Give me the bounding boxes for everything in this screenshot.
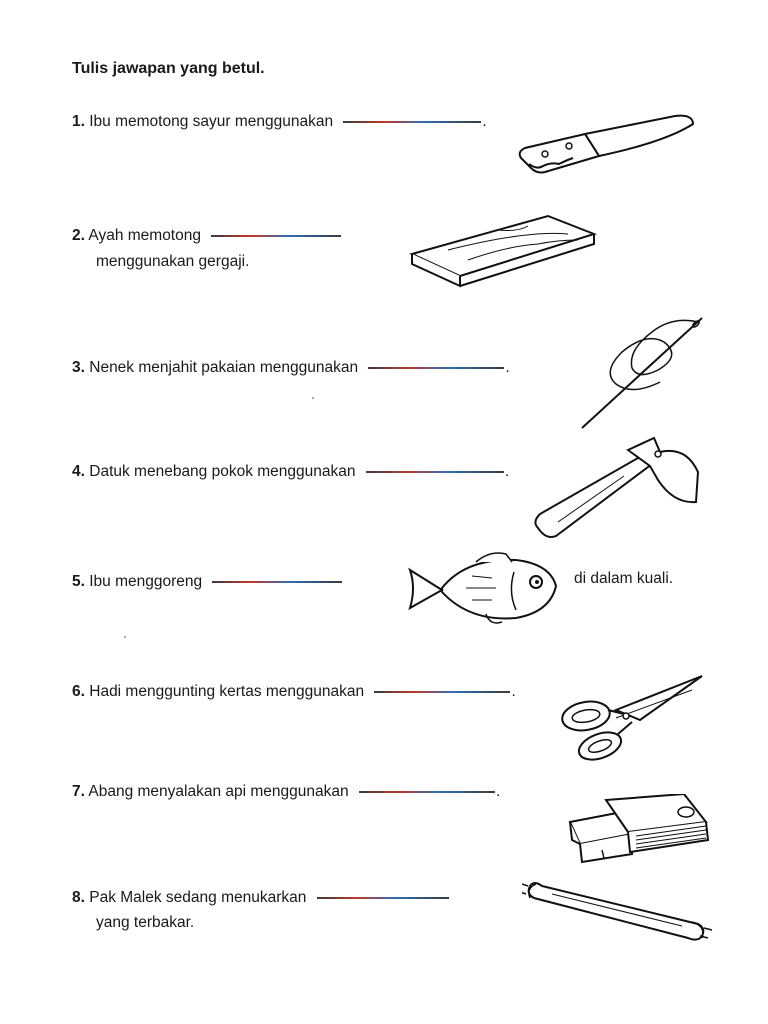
question-text: Ibu menggoreng	[89, 573, 203, 590]
answer-blank[interactable]	[212, 581, 342, 583]
question-text: Hadi menggunting kertas menggunakan	[89, 683, 365, 700]
answer-blank[interactable]	[374, 691, 510, 693]
question-text: Ayah memotong	[88, 227, 201, 244]
fish-icon	[406, 548, 566, 630]
question-text: Nenek menjahit pakaian menggunakan	[89, 359, 359, 376]
answer-blank[interactable]	[366, 471, 504, 473]
needle-thread-icon	[572, 312, 712, 432]
worksheet-title: Tulis jawapan yang betul.	[72, 60, 265, 77]
question-text: Abang menyalakan api menggunakan	[88, 783, 349, 800]
question-end: .	[505, 359, 510, 376]
question-1	[72, 112, 487, 132]
question-end: .	[482, 113, 487, 130]
axe-icon	[528, 432, 708, 542]
question-3	[72, 358, 510, 378]
knife-icon	[515, 112, 700, 182]
question-number: 1.	[72, 113, 85, 130]
question-5-after: di dalam kuali.	[574, 570, 674, 587]
question-number: 4.	[72, 463, 85, 480]
question-text: Pak Malek sedang menukarkan	[89, 889, 307, 906]
question-number: 3.	[72, 359, 85, 376]
answer-blank[interactable]	[317, 897, 449, 899]
question-number: 7.	[72, 783, 85, 800]
question-6	[72, 682, 516, 702]
scissors-icon	[556, 670, 706, 766]
answer-blank[interactable]	[343, 121, 481, 123]
question-7	[72, 782, 500, 802]
question-number: 8.	[72, 889, 85, 906]
question-number: 6.	[72, 683, 85, 700]
question-number: 5.	[72, 573, 85, 590]
question-text: Datuk menebang pokok menggunakan	[89, 463, 356, 480]
matchbox-icon	[566, 794, 714, 864]
question-2-line2: menggunakan gergaji.	[96, 253, 250, 270]
question-5	[72, 572, 342, 592]
question-end: .	[511, 683, 516, 700]
question-8-line2: yang terbakar.	[96, 914, 195, 931]
question-end: .	[495, 783, 501, 800]
answer-blank[interactable]	[359, 791, 495, 793]
answer-blank[interactable]	[368, 367, 504, 369]
answer-blank[interactable]	[211, 235, 341, 237]
question-number: 2.	[72, 227, 85, 244]
question-2	[72, 226, 341, 246]
fluorescent-tube-icon	[522, 866, 722, 946]
question-8	[72, 888, 449, 908]
question-text: Ibu memotong sayur menggunakan	[89, 113, 334, 130]
question-4	[72, 462, 509, 482]
wood-plank-icon	[408, 210, 598, 290]
question-end: .	[504, 463, 510, 480]
